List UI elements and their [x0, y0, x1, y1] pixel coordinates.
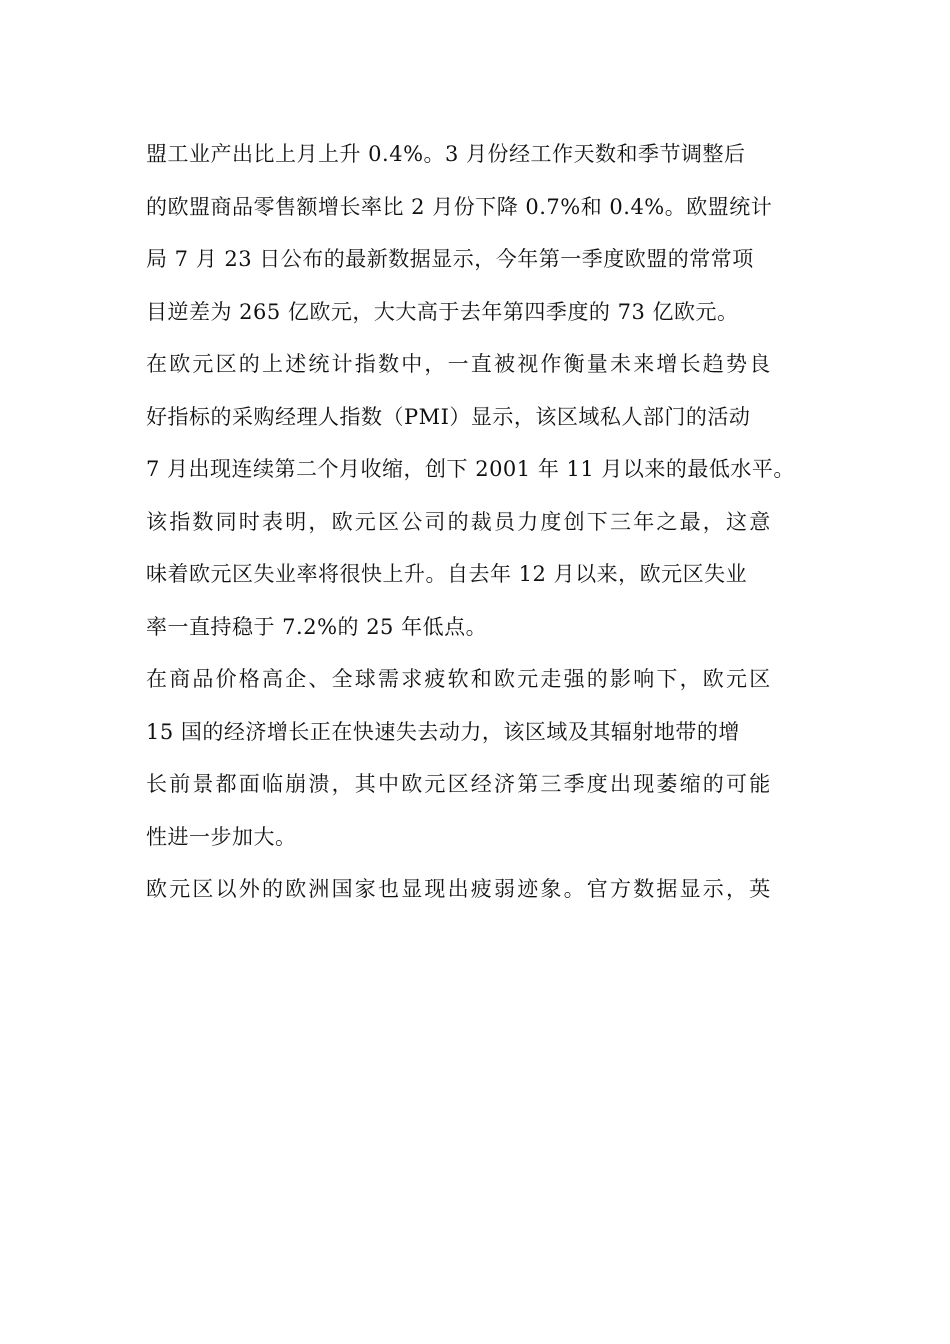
text-line-4: 目逆差为 265 亿欧元，大大高于去年第四季度的 73 亿欧元。: [146, 299, 739, 324]
text-line-3: 局 7 月 23 日公布的最新数据显示，今年第一季度欧盟的常常项: [146, 247, 754, 271]
text-line-6: 好指标的采购经理人指数（PMI）显示，该区域私人部门的活动: [146, 404, 751, 429]
body-text: [146, 128, 846, 916]
text-line-12: 15 国的经济增长正在快速失去动力，该区域及其辐射地带的增: [146, 719, 740, 744]
text-line-5: 在欧元区的上述统计指数中，一直被视作衡量未来增长趋势良: [146, 352, 773, 376]
text-line-15: 欧元区以外的欧洲国家也显现出疲弱迹象。官方数据显示，英: [146, 877, 773, 901]
text-line-7: 7 月出现连续第二个月收缩，创下 2001 年 11 月以来的最低水平。: [146, 457, 795, 481]
text-line-14: 性进一步加大。: [146, 824, 297, 849]
text-line-8: 该指数同时表明，欧元区公司的裁员力度创下三年之最，这意: [146, 509, 773, 534]
text-line-9: 味着欧元区失业率将很快上升。自去年 12 月以来，欧元区失业: [146, 562, 748, 586]
text-line-13: 长前景都面临崩溃，其中欧元区经济第三季度出现萎缩的可能: [146, 772, 773, 796]
text-line-11: 在商品价格高企、全球需求疲软和欧元走强的影响下，欧元区: [146, 667, 773, 691]
text-line-1: 盟工业产出比上月上升 0.4%。3 月份经工作天数和季节调整后: [146, 142, 746, 166]
text-line-10: 率一直持稳于 7.2%的 25 年低点。: [146, 614, 488, 639]
text-line-2: 的欧盟商品零售额增长率比 2 月份下降 0.7%和 0.4%。欧盟统计: [146, 194, 773, 219]
